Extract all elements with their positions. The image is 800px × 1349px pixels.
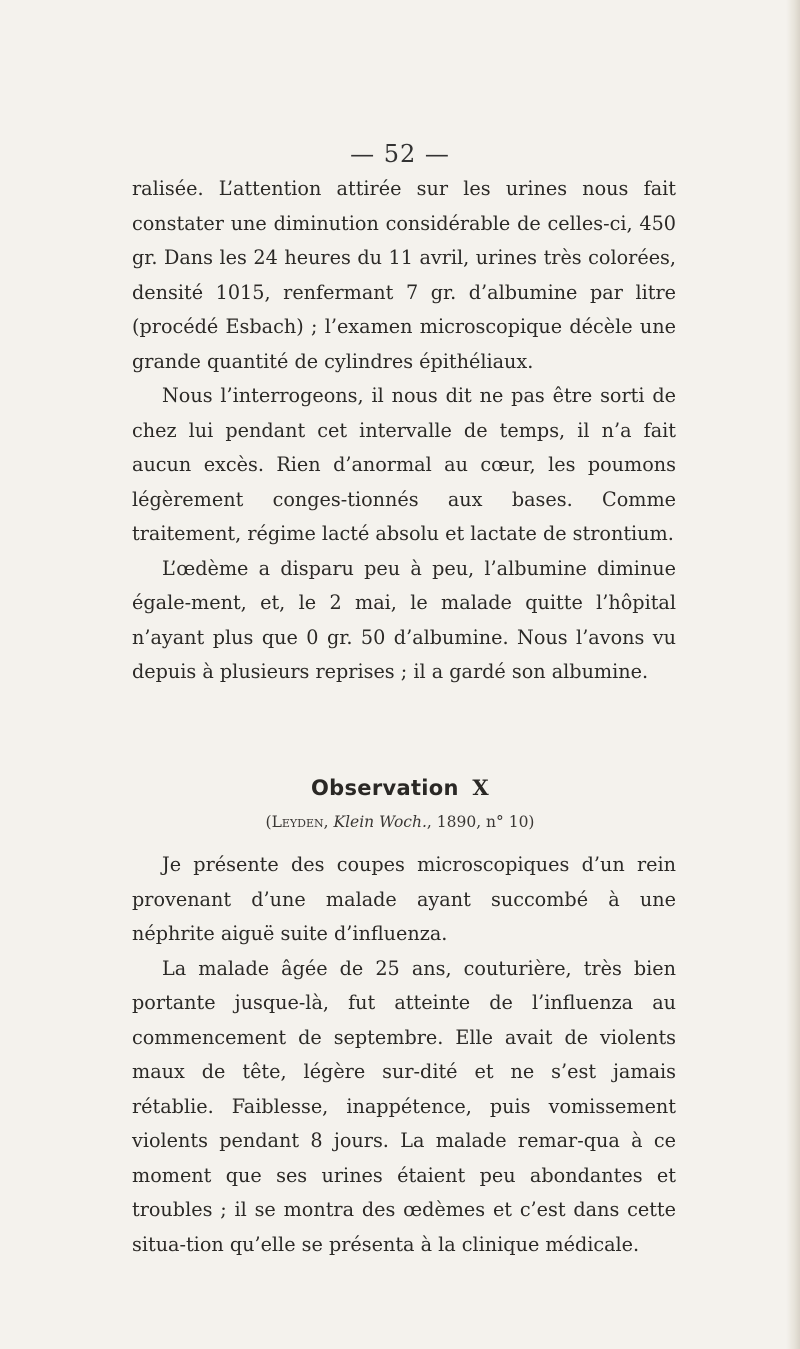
paragraph-continuation: ralisée. L’attention attirée sur les urines nous fait constater une diminution considérable de celles-ci, 450 gr. Dans les 24 heures du 11 avril, urines très colorées, densité 1015, renfermant 7 gr. d’albumine par litre (procédé Esbach) ; l’examen microscopique décèle une grande quantité de cylindres épithéliaux. [132,177,676,373]
page-edge-shadow [786,0,800,1349]
text-block-top [132,172,676,690]
paragraph-presentation: Je présente des coupes microscopiques d’un rein provenant d’une malade ayant succombé à une néphrite aiguë suite d’influenza. [132,853,676,945]
citation-rest: , 1890, n° 10) [426,813,535,831]
paragraph-case-history: La malade âgée de 25 ans, couturière, très bien portante jusque-là, fut atteinte de l’influenza au commencement de septembre. Elle avait de violents maux de tête, légère sur-dité et ne s’est jamais rétablie. Faiblesse, inappétence, puis vomissement violents pendant 8 jours. La malade remar-qua à ce moment que ses urines étaient peu abondantes et troubles ; il se montra des œdèmes et c’est dans cette situa-tion qu’elle se présenta à la clinique médicale. [132,956,676,1256]
citation-journal: Klein Woch. [333,813,427,831]
paragraph-oedema: L’œdème a disparu peu à peu, l’albumine diminue égale-ment, et, le 2 mai, le malade quitte l’hôpital n’ayant plus que 0 gr. 50 d’albumine. Nous l’avons vu depuis à plusieurs reprises ; il a gardé son albumine. [132,556,676,683]
text-block-bottom [132,848,676,1262]
citation-line [0,813,800,831]
observation-heading [0,775,800,800]
paragraph-interrogation: Nous l’interrogeons, il nous dit ne pas être sorti de chez lui pendant cet intervalle de temps, il n’a fait aucun excès. Rien d’anormal au cœur, les poumons légèrement conges-tionnés aux bases. Comme traitement, régime lacté absolu et lactate de strontium. [132,384,676,545]
citation-author: Leyden [271,813,324,831]
heading-word: Observation [311,776,459,800]
citation-separator: , [323,813,334,831]
citation-open: ( [265,813,272,831]
page-number: — 52 — [350,140,450,168]
heading-numeral: X [472,775,489,800]
